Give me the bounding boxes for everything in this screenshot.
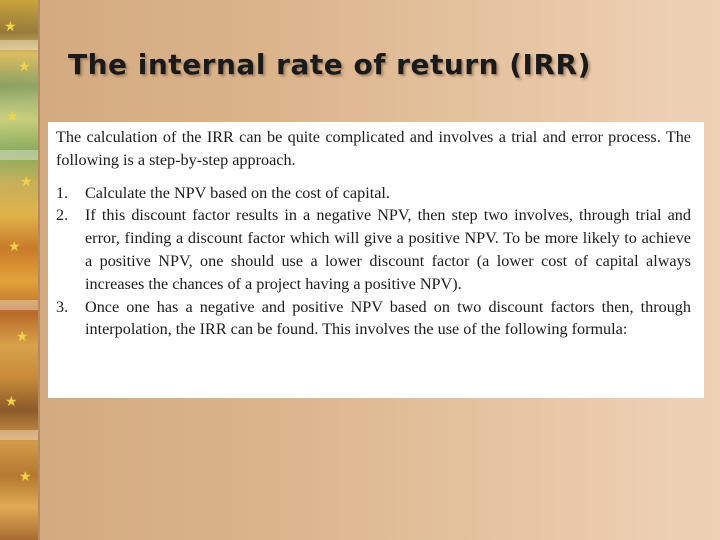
text-panel xyxy=(48,122,704,398)
step-item xyxy=(56,296,691,342)
steps-list xyxy=(56,182,691,342)
step-text: Once one has a negative and positive NPV based on two discount factors then, through interpolation, the IRR can be found. This involves the use of the following formula: xyxy=(85,297,691,339)
intro-paragraph: The calculation of the IRR can be quite complicated and involves a trial and error process. The following is a step-by-step approach. xyxy=(56,128,691,169)
banknote-decoration: ★ ★ ★ ★ ★ ★ ★ ★ xyxy=(0,0,38,540)
step-number: 3. xyxy=(56,297,69,316)
step-number: 2. xyxy=(56,206,69,225)
step-item xyxy=(56,182,691,205)
step-number: 1. xyxy=(56,183,69,202)
slide-title: The internal rate of return (IRR) xyxy=(68,48,591,81)
step-text: If this discount factor results in a negative NPV, then step two involves, through trial and error, finding a discount factor which will give a positive NPV. To be more likely to achieve a positive NPV, one should use a lower discount factor (a lower cost of capital always increases the chances of a project having a positive NPV). xyxy=(85,206,691,293)
step-item xyxy=(56,204,691,295)
strip-divider xyxy=(38,0,40,540)
step-text: Calculate the NPV based on the cost of capital. xyxy=(85,183,390,202)
